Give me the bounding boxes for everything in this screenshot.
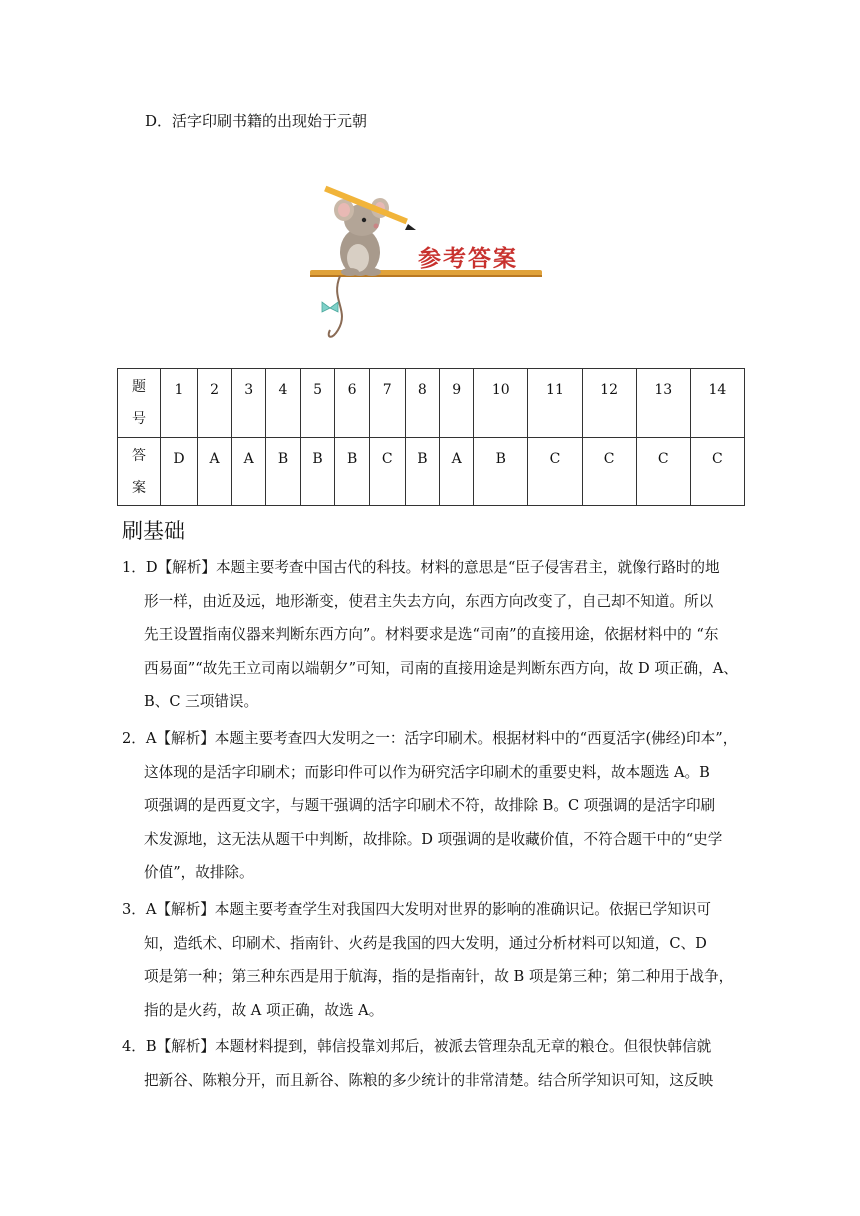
explanation-item-1 — [122, 551, 742, 719]
answer-cell: C — [528, 437, 582, 506]
item-line: 2．A【解析】本题主要考查四大发明之一：活字印刷术。根据材料中的“西夏活字(佛经)印本”， — [122, 730, 738, 747]
answer-cell: C — [582, 437, 636, 506]
number-cell: 4 — [266, 369, 301, 438]
answer-row — [118, 437, 745, 506]
answer-cell: A — [232, 437, 266, 506]
item-line: 3．A【解析】本题主要考查学生对我国四大发明对世界的影响的准确识记。依据已学知识可 — [122, 901, 711, 918]
section-title: 刷基础 — [122, 519, 185, 543]
number-cell: 5 — [300, 369, 335, 438]
answer-cell: C — [369, 437, 405, 506]
explanation-item-2 — [122, 722, 742, 890]
banner-title: 参考答案 — [418, 246, 518, 272]
answer-cell: A — [440, 437, 474, 506]
question-header-char: 题 — [132, 379, 146, 395]
answer-cell: B — [300, 437, 335, 506]
item-line: 先王设置指南仪器来判断东西方向”。材料要求是选“司南”的直接用途，依据材料中的 “东 — [144, 626, 719, 644]
number-cell: 10 — [474, 369, 528, 438]
item-line: 这体现的是活字印刷术；而影印件可以作为研究活字印刷术的重要史料，故本题选 A。B — [144, 763, 710, 781]
explanation-item-3 — [122, 893, 742, 1027]
item-line: 指的是火药，故 A 项正确，故选 A。 — [144, 1001, 384, 1019]
answer-cell: B — [474, 437, 528, 506]
answer-header-char: 答 — [132, 447, 146, 464]
answer-table — [117, 368, 745, 506]
item-line: 术发源地，这无法从题干中判断，故排除。D 项强调的是收藏价值，不符合题干中的“史学 — [144, 830, 723, 848]
item-line: 价值”，故排除。 — [144, 864, 254, 882]
answer-cell: A — [198, 437, 232, 506]
answer-cell: D — [161, 437, 198, 506]
item-line: 项强调的是西夏文字，与题干强调的活字印刷术不符，故排除 B。C 项强调的是活字印刷 — [144, 797, 716, 815]
number-cell: 2 — [198, 369, 232, 438]
number-cell: 9 — [440, 369, 474, 438]
item-line: 1．D【解析】本题主要考查中国古代的科技。材料的意思是“臣子侵害君主，就像行路时的地 — [122, 559, 720, 576]
answer-header-cell — [118, 437, 161, 506]
item-line: 西易面”“故先王立司南以端朝夕”可知，司南的直接用途是判断东西方向，故 D 项正确，A、 — [144, 659, 738, 677]
number-cell: 14 — [690, 369, 744, 438]
number-cell: 6 — [335, 369, 370, 438]
item-line: 把新谷、陈粮分开，而且新谷、陈粮的多少统计的非常清楚。结合所学知识可知，这反映 — [144, 1071, 714, 1089]
number-cell: 11 — [528, 369, 582, 438]
number-cell: 13 — [636, 369, 690, 438]
item-line: 形一样，由近及远，地形渐变，使君主失去方向，东西方向改变了，自己却不知道。所以 — [144, 592, 714, 610]
question-header-char: 号 — [132, 411, 146, 427]
number-cell: 7 — [369, 369, 405, 438]
answer-cell: C — [690, 437, 744, 506]
answer-cell: B — [266, 437, 301, 506]
option-d: D．活字印刷书籍的出现始于元朝 — [145, 112, 368, 130]
item-line: 知，造纸术、印刷术、指南针、火药是我国的四大发明，通过分析材料可以知道，C、D — [144, 934, 707, 952]
answer-cell: B — [405, 437, 440, 506]
item-line: 项是第一种；第三种东西是用于航海，指的是指南针，故 B 项是第三种；第二种用于战争， — [144, 968, 734, 986]
number-cell: 3 — [232, 369, 266, 438]
question-header-cell — [118, 369, 161, 438]
item-line: 4．B【解析】本题材料提到，韩信投靠刘邦后，被派去管理杂乱无章的粮仓。但很快韩信就 — [122, 1038, 712, 1055]
answer-cell: B — [335, 437, 370, 506]
explanation-item-4 — [122, 1030, 742, 1097]
number-cell: 8 — [405, 369, 440, 438]
number-cell: 12 — [582, 369, 636, 438]
answer-cell: C — [636, 437, 690, 506]
number-cell: 1 — [161, 369, 198, 438]
question-number-row — [118, 369, 745, 438]
item-line: B、C 三项错误。 — [144, 693, 259, 711]
answer-header-char: 案 — [132, 479, 146, 496]
